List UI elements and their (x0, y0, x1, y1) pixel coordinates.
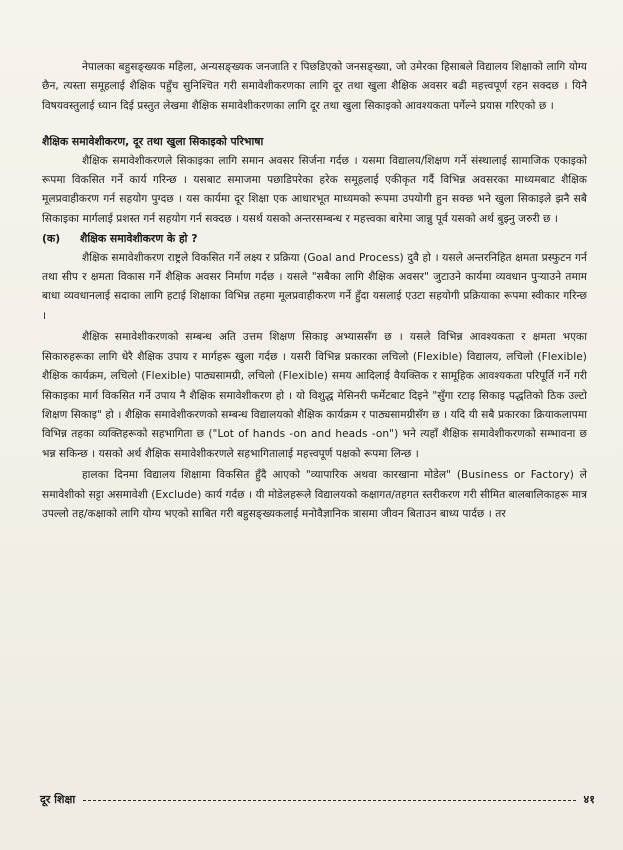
footer-divider (83, 800, 575, 801)
section-heading: शैक्षिक समावेशीकरण, दूर तथा खुला सिकाइको परिभाषा (42, 135, 264, 149)
definition-paragraph: शैक्षिक समावेशीकरणले सिकाइका लागि समान अवसर सिर्जना गर्दछ । यसमा विद्यालय/शिक्षण गर्ने संस्थालाई सामाजिक एकाइको रूपमा विकसित गर्ने कार्य गरिन्छ । यसबाट समाजमा पछाडिपरेका हरेक समूहलाई एकीकृत गर्दै विभिन्न अवसरका माध्यमबाट शैक्षिक मूलप्रवाहीकरण गर्न सहयोग पुग्दछ । यस कार्यमा दूर शिक्षा एक आधारभूत माध्यमको रूपमा उपयोगी हुन सक्छ भने खुला सिकाइले झनै सबै सिकाइका मार्गलाई प्रशस्त गर्न सहयोग गर्न सक्दछ । यसर्थ यसको अन्तरसम्बन्ध र महत्त्वका बारेमा जान्नु पूर्व यसको अर्थ बुझ्नु जरुरी छ । (42, 154, 587, 225)
answer-paragraph-2: शैक्षिक समावेशीकरणको सम्बन्ध अति उत्तम शिक्षण सिकाइ अभ्याससँग छ । यसले विभिन्न आवश्यकता र क्षमता भएका सिकारुहरूका लागि धेरै शैक्षिक उपाय र मार्गहरू खुला गर्दछ । यसरी विभिन्न प्रकारका लचिलो (Flexible) विद्यालय, लचिलो (Flexible) शैक्षिक कार्यक्रम, लचिलो (Flexible) पाठ्यसामग्री, लचिलो (Flexible) समय आदिलाई वैयक्तिक र सामूहिक आवश्यकता परिपूर्ति गर्ने गरी सिकाइका मार्ग विकसित गर्ने उपाय नै शैक्षिक समावेशीकरण हो । यो विशुद्ध मेसिनरी फर्मेटबाट दिइने "सुँगा रटाइ सिकाइ पद्धतिको ठिक उल्टो शिक्षण सिकाइ" हो । शैक्षिक समावेशीकरणको सम्बन्ध विद्यालयको शैक्षिक कार्यक्रम र पाठ्यसामग्रीसँग छ । यदि यी सबै प्रकारका क्रियाकलापमा विभिन्न तहका व्यक्तिहरूको सहभागिता छ ("Lot of hands -on and heads -on") भने त्यहाँ शैक्षिक समावेशीकरणको सम्भावना छ भन्न सकिन्छ । यसको अर्थ शैक्षिक समावेशीकरणले सहभागितालाई महत्त्वपूर्ण पक्षको रूपमा लिन्छ । (42, 331, 587, 460)
answer-paragraph-1: शैक्षिक समावेशीकरण राष्ट्रले विकसित गर्ने लक्ष्य र प्रक्रिया (Goal and Process) दुवै हो । यसले अन्तरनिहित क्षमता प्रस्फुटन गर्न तथा सीप र क्षमता विकास गर्ने शैक्षिक अवसर निर्माण गर्दछ । यसले "सबैका लागि शैक्षिक अवसर" जुटाउने कार्यमा व्यवधान पुऱ्याउने तमाम बाधा व्यवधानलाई सदाका लागि हटाई शिक्षाका विभिन्न तहमा मूलप्रवाहीकरण गर्ने हुँदा यसलाई एउटा सहयोगी प्रक्रियाका रूपमा स्वीकार गरिन्छ । (42, 251, 587, 322)
subsection-title: शैक्षिक समावेशीकरण के हो ? (80, 232, 198, 246)
subsection-heading (42, 229, 587, 248)
subsection-marker: (क) (42, 232, 61, 246)
page-number: ४१ (583, 793, 595, 806)
page-footer (40, 792, 595, 807)
journal-title: दूर शिक्षा (40, 793, 76, 806)
intro-paragraph: नेपालका बहुसङ्ख्यक महिला, अन्यसङ्ख्यक जनजाति र पिछडिएको जनसङ्ख्या, जो उमेरका हिसाबले विद्यालय शिक्षाको लागि योग्य छैन, त्यस्ता समूहलाई शैक्षिक पहुँच सुनिश्चित गरी समावेशीकरणका लागि दूर तथा खुला शैक्षिक अवसर बढी महत्त्वपूर्ण रहन सक्दछ । यिनै विषयवस्तुलाई ध्यान दिई प्रस्तुत लेखमा शैक्षिक समावेशीकरणका लागि दूर तथा खुला सिकाइको आवश्यकता पर्गेल्ने प्रयास गरिएको छ । (42, 61, 587, 112)
answer-paragraph-3: हालका दिनमा विद्यालय शिक्षामा विकसित हुँदै आएको "व्यापारिक अथवा कारखाना मोडेल" (Business or Factory) ले समावेशीको सट्टा असमावेशी (Exclude) कार्य गर्दछ । यी मोडेलहरूले विद्यालयको कक्षागत/तहगत स्तरीकरण गरी सीमित बालबालिकाहरू मात्र उपल्लो तह/कक्षाको लागि योग्य भएको साबित गरी बहुसङ्ख्यकलाई मनोवैज्ञानिक त्रासमा जीवन बिताउन बाध्य पार्दछ । तर (42, 469, 587, 520)
page-content (42, 58, 587, 524)
